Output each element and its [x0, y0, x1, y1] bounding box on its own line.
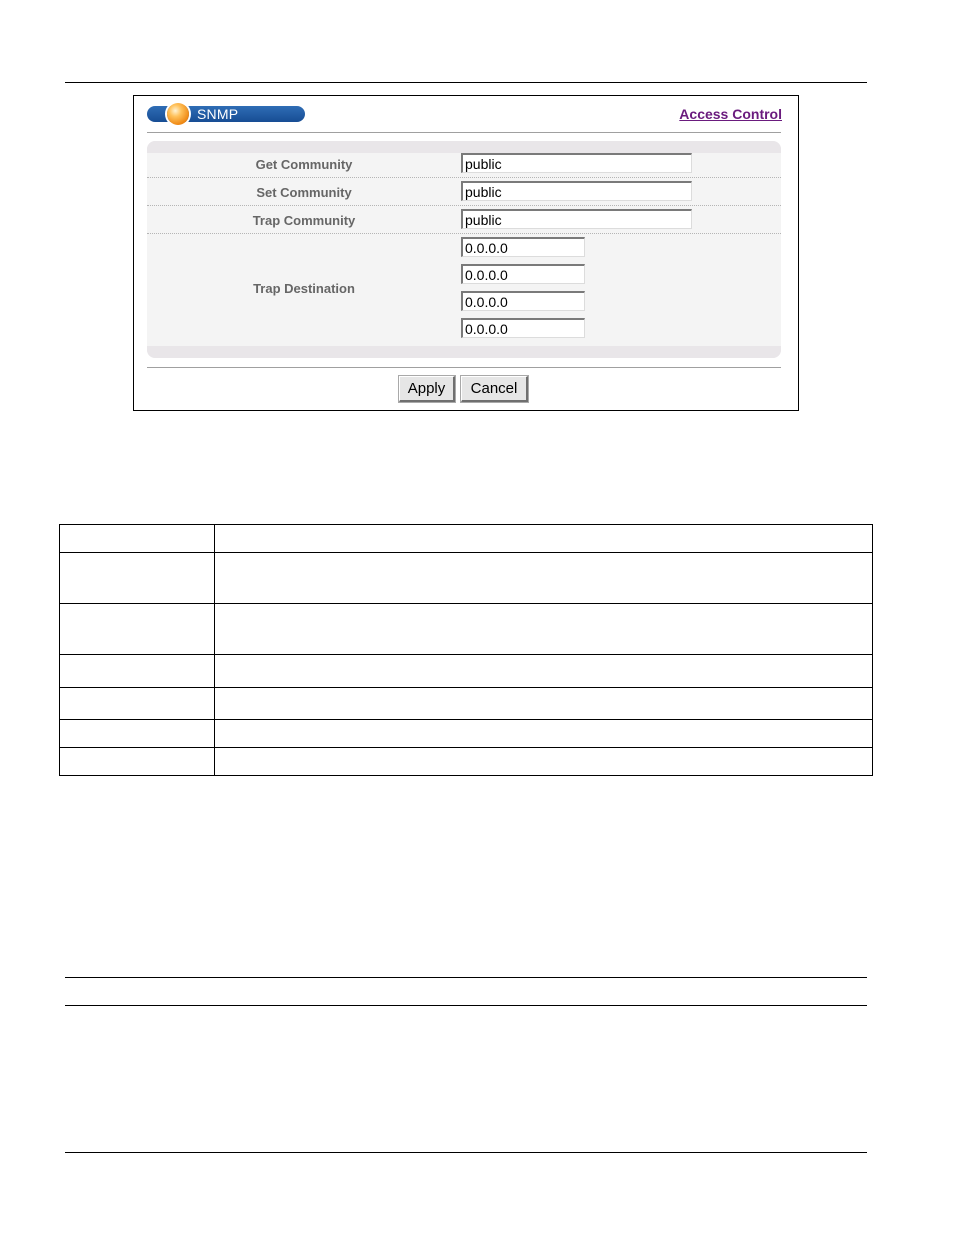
set-community-input[interactable] [461, 181, 692, 201]
form-header-band [147, 141, 781, 153]
row-divider [147, 205, 781, 206]
table-cell [60, 748, 215, 776]
get-community-input[interactable] [461, 153, 692, 173]
panel-title: SNMP [197, 106, 239, 122]
table-cell [60, 604, 215, 655]
table-cell [215, 604, 873, 655]
table-row [60, 748, 873, 776]
bottom-divider [147, 367, 781, 368]
trap-destination-input-2[interactable] [461, 264, 585, 284]
table-cell [215, 688, 873, 720]
table-cell [60, 655, 215, 688]
row-divider [147, 177, 781, 178]
trap-destination-input-4[interactable] [461, 318, 585, 338]
get-community-label: Get Community [255, 157, 353, 172]
panel-title-bar [147, 106, 305, 122]
table-row [60, 525, 873, 553]
trap-community-input[interactable] [461, 209, 692, 229]
cancel-button[interactable]: Cancel [461, 376, 528, 402]
table-cell [215, 748, 873, 776]
trap-destination-input-1[interactable] [461, 237, 585, 257]
table-row [60, 688, 873, 720]
snmp-panel [133, 95, 799, 411]
snmp-form [147, 141, 781, 358]
table-row [60, 655, 873, 688]
description-table [59, 524, 873, 776]
form-footer-band [147, 346, 781, 358]
section-rule-bottom [65, 1005, 867, 1006]
table-cell [215, 525, 873, 553]
table-row [60, 604, 873, 655]
access-control-link[interactable]: Access Control [679, 106, 782, 122]
header-rule [65, 82, 867, 83]
trap-community-label: Trap Community [252, 213, 356, 228]
set-community-label: Set Community [256, 185, 352, 200]
table-row [60, 720, 873, 748]
apply-button[interactable]: Apply [399, 376, 455, 402]
trap-destination-label: Trap Destination [253, 281, 355, 296]
table-cell [60, 553, 215, 604]
top-divider [147, 132, 781, 133]
row-divider [147, 233, 781, 234]
orb-icon [167, 103, 189, 125]
section-rule-top [65, 977, 867, 978]
table-cell [60, 720, 215, 748]
table-row [60, 553, 873, 604]
table-cell [60, 525, 215, 553]
footer-rule [65, 1152, 867, 1153]
table-cell [215, 655, 873, 688]
table-cell [215, 720, 873, 748]
table-cell [215, 553, 873, 604]
trap-destination-input-3[interactable] [461, 291, 585, 311]
table-cell [60, 688, 215, 720]
